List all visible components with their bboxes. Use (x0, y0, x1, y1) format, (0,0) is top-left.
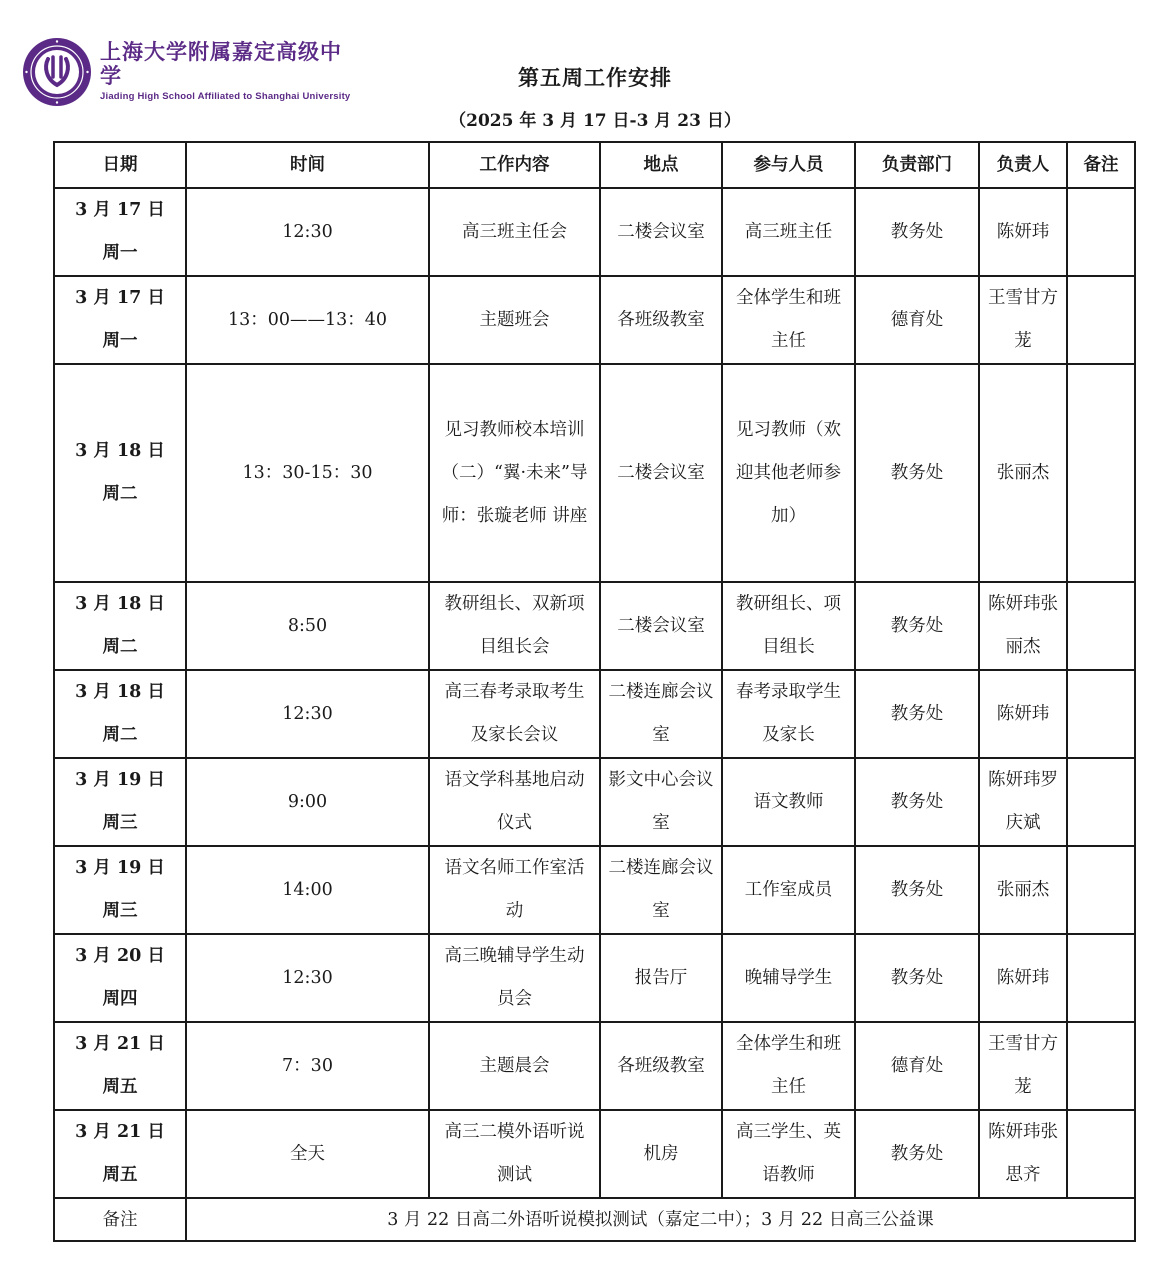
person-cell: 陈妍玮张思齐 (979, 1110, 1067, 1198)
person-cell: 王雪甘方茏 (979, 276, 1067, 364)
date-range-subtitle: （2025 年 3 月 17 日-3 月 23 日） (449, 111, 741, 131)
location-cell: 二楼会议室 (600, 188, 722, 276)
time-cell: 13：30-15：30 (186, 364, 429, 582)
remark-cell (1067, 364, 1135, 582)
time-cell: 14:00 (186, 846, 429, 934)
date-text: 3 月 21 日 (75, 1122, 165, 1142)
location-cell: 报告厅 (600, 934, 722, 1022)
participants-cell: 教研组长、项目组长 (722, 582, 855, 670)
department-cell: 教务处 (855, 670, 979, 758)
date-cell (54, 670, 186, 758)
table-row (54, 1022, 1135, 1110)
col-header-person: 负责人 (979, 142, 1067, 188)
page-title: 第五周工作安排 (518, 65, 672, 90)
date-cell (54, 582, 186, 670)
weekday-text: 周三 (102, 813, 138, 833)
participants-cell: 春考录取学生及家长 (722, 670, 855, 758)
date-text: 3 月 18 日 (75, 441, 165, 461)
table-row (54, 934, 1135, 1022)
table-row (54, 758, 1135, 846)
participants-cell: 晚辅导学生 (722, 934, 855, 1022)
location-cell: 二楼连廊会议室 (600, 846, 722, 934)
weekday-text: 周一 (102, 331, 138, 351)
department-cell: 教务处 (855, 582, 979, 670)
table-row (54, 276, 1135, 364)
table-row (54, 582, 1135, 670)
department-cell: 教务处 (855, 758, 979, 846)
participants-cell: 语文教师 (722, 758, 855, 846)
department-cell: 教务处 (855, 188, 979, 276)
date-cell (54, 364, 186, 582)
table-row (54, 846, 1135, 934)
date-text: 3 月 17 日 (75, 200, 165, 220)
table-row (54, 670, 1135, 758)
weekday-text: 周五 (102, 1165, 138, 1185)
content-cell: 教研组长、双新项目组长会 (429, 582, 600, 670)
date-text: 3 月 19 日 (75, 858, 165, 878)
remark-cell (1067, 188, 1135, 276)
time-cell: 8:50 (186, 582, 429, 670)
school-name-cn: 上海大学附属嘉定高级中学 (100, 39, 342, 88)
content-cell: 语文名师工作室活动 (429, 846, 600, 934)
weekday-text: 周三 (102, 901, 138, 921)
date-cell (54, 846, 186, 934)
date-text: 3 月 18 日 (75, 682, 165, 702)
participants-cell: 全体学生和班主任 (722, 276, 855, 364)
content-cell: 高三春考录取考生及家长会议 (429, 670, 600, 758)
date-text: 3 月 17 日 (75, 288, 165, 308)
location-cell: 各班级教室 (600, 276, 722, 364)
col-header-location: 地点 (600, 142, 722, 188)
person-cell: 陈妍玮 (979, 188, 1067, 276)
notes-label: 备注 (54, 1198, 186, 1241)
time-cell: 12:30 (186, 188, 429, 276)
remark-cell (1067, 582, 1135, 670)
location-cell: 各班级教室 (600, 1022, 722, 1110)
person-cell: 陈妍玮张丽杰 (979, 582, 1067, 670)
content-cell: 高三晚辅导学生动员会 (429, 934, 600, 1022)
department-cell: 德育处 (855, 276, 979, 364)
schedule-table (53, 141, 1136, 1242)
table-row (54, 364, 1135, 582)
content-cell: 主题班会 (429, 276, 600, 364)
table-row (54, 188, 1135, 276)
weekday-text: 周一 (102, 243, 138, 263)
remark-cell (1067, 846, 1135, 934)
date-cell (54, 758, 186, 846)
person-cell: 张丽杰 (979, 846, 1067, 934)
person-cell: 陈妍玮 (979, 670, 1067, 758)
col-header-content: 工作内容 (429, 142, 600, 188)
content-cell: 语文学科基地启动仪式 (429, 758, 600, 846)
weekday-text: 周二 (102, 725, 138, 745)
location-cell: 机房 (600, 1110, 722, 1198)
date-cell (54, 1110, 186, 1198)
time-cell: 7：30 (186, 1022, 429, 1110)
remark-cell (1067, 1110, 1135, 1198)
person-cell: 陈妍玮 (979, 934, 1067, 1022)
participants-cell: 高三班主任 (722, 188, 855, 276)
col-header-time: 时间 (186, 142, 429, 188)
participants-cell: 见习教师（欢迎其他老师参加） (722, 364, 855, 582)
content-cell: 高三二模外语听说测试 (429, 1110, 600, 1198)
participants-cell: 工作室成员 (722, 846, 855, 934)
date-text: 3 月 19 日 (75, 770, 165, 790)
content-cell: 见习教师校本培训（二）“翼·未来”导师：张璇老师 讲座 (429, 364, 600, 582)
content-cell: 主题晨会 (429, 1022, 600, 1110)
content-cell: 高三班主任会 (429, 188, 600, 276)
location-cell: 二楼会议室 (600, 364, 722, 582)
person-cell: 王雪甘方茏 (979, 1022, 1067, 1110)
date-text: 3 月 21 日 (75, 1034, 165, 1054)
date-text: 3 月 18 日 (75, 594, 165, 614)
col-header-remark: 备注 (1067, 142, 1135, 188)
table-header-row (54, 142, 1135, 188)
date-cell (54, 934, 186, 1022)
date-cell (54, 188, 186, 276)
participants-cell: 全体学生和班主任 (722, 1022, 855, 1110)
remark-cell (1067, 934, 1135, 1022)
time-cell: 13：00——13：40 (186, 276, 429, 364)
col-header-date: 日期 (54, 142, 186, 188)
department-cell: 教务处 (855, 364, 979, 582)
weekday-text: 周五 (102, 1077, 138, 1097)
weekday-text: 周四 (102, 989, 138, 1009)
participants-cell: 高三学生、英语教师 (722, 1110, 855, 1198)
location-cell: 影文中心会议室 (600, 758, 722, 846)
col-header-department: 负责部门 (855, 142, 979, 188)
location-cell: 二楼连廊会议室 (600, 670, 722, 758)
person-cell: 陈妍玮罗庆斌 (979, 758, 1067, 846)
department-cell: 教务处 (855, 934, 979, 1022)
time-cell: 12:30 (186, 670, 429, 758)
weekday-text: 周二 (102, 637, 138, 657)
department-cell: 德育处 (855, 1022, 979, 1110)
department-cell: 教务处 (855, 846, 979, 934)
date-cell (54, 1022, 186, 1110)
remark-cell (1067, 670, 1135, 758)
time-cell: 9:00 (186, 758, 429, 846)
remark-cell (1067, 758, 1135, 846)
date-text: 3 月 20 日 (75, 946, 165, 966)
time-cell: 12:30 (186, 934, 429, 1022)
date-cell (54, 276, 186, 364)
table-row (54, 1110, 1135, 1198)
notes-text: 3 月 22 日高二外语听说模拟测试（嘉定二中）；3 月 22 日高三公益课 (186, 1198, 1135, 1241)
weekday-text: 周二 (102, 484, 138, 504)
notes-row (54, 1198, 1135, 1241)
location-cell: 二楼会议室 (600, 582, 722, 670)
department-cell: 教务处 (855, 1110, 979, 1198)
person-cell: 张丽杰 (979, 364, 1067, 582)
time-cell: 全天 (186, 1110, 429, 1198)
remark-cell (1067, 1022, 1135, 1110)
col-header-participants: 参与人员 (722, 142, 855, 188)
school-name-en: Jiading High School Affiliated to Shanghai University (100, 91, 351, 102)
remark-cell (1067, 276, 1135, 364)
